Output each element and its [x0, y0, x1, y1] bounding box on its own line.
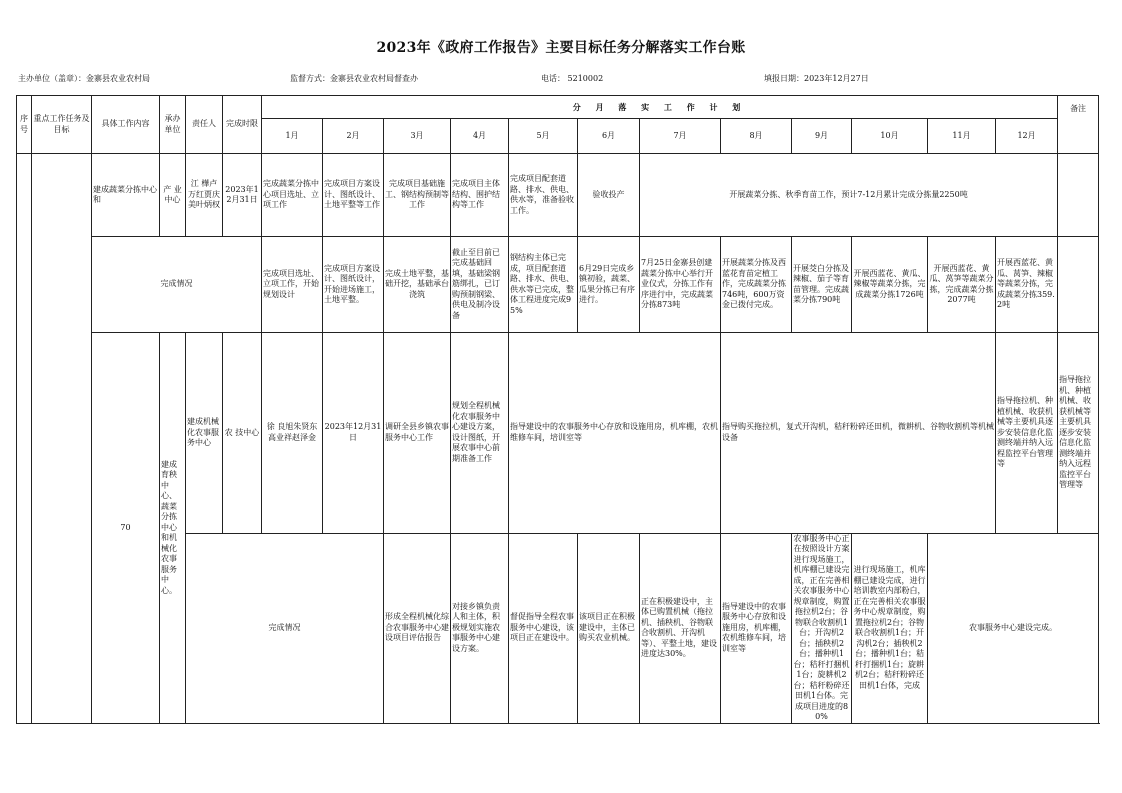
header-month: 7月 — [640, 119, 721, 154]
header-month: 2月 — [323, 119, 384, 154]
row2-content: 建成机械化农事服务中心 — [186, 333, 223, 534]
row2-done-m7: 农事服务中心正在按照设计方案进行现场施工，机库棚已建设完成，正在完善相关农事服务中心规章制度，购置拖拉机2台；谷物联合收割机1台；开沟机2台；插秧机2台；播种机1台；秸秆打捆机1台；旋耕机2台；秸秆粉碎还田机1台体。完成项目进度的80% — [793, 533, 850, 721]
row1-done-m9: 开展茭白分拣及辣椒、茄子等育苗管理。完成蔬菜分拣790吨 — [792, 237, 852, 333]
header-month: 6月 — [578, 119, 640, 154]
row2-done-m2: 对接乡镇负责人和主体，积极规划实施农事服务中心建设方案。 — [451, 533, 509, 723]
row1-person: 江 樺卢万红贾庆美叶炳权 — [186, 154, 223, 237]
row1-done-m2: 完成项目方案设计、图纸设计，开始进场施工，土地平整。 — [323, 237, 384, 333]
row1-done-m11: 开展西蓝花、黄瓜、莴笋等蔬菜分拣，完成蔬菜分拣2077吨 — [928, 237, 996, 333]
header-month: 12月 — [996, 119, 1058, 154]
header-person: 责任人 — [186, 96, 223, 154]
header-deadline: 完成时限 — [223, 96, 262, 154]
header-month: 10月 — [852, 119, 928, 154]
header-task: 重点工作任务及目标 — [32, 96, 92, 154]
row1-plan-m6: 验收投产 — [578, 154, 640, 237]
row1-done-m4: 截止至目前已完成基础回填，基础梁钢筋绑扎，已订购预制钢梁、供电及制冷设备 — [451, 237, 509, 333]
row2-done-m1: 形成全程机械化综合农事服务中心建设项目评估报告 — [384, 533, 451, 723]
row1-done-m8: 开展蔬菜分拣及西蓝花育苗定植工作，完成蔬菜分拣746吨，600万资金已拨付完成。 — [721, 237, 792, 333]
page-title: 2023年《政府工作报告》主要目标任务分解落实工作台账 — [376, 40, 746, 56]
row2-deadline: 2023年12月31日 — [323, 333, 384, 534]
header-month: 5月 — [509, 119, 578, 154]
row1-plan-m3: 完成项目基础施工、钢结构预制等工作 — [384, 154, 451, 237]
header-seq: 序号 — [17, 96, 32, 154]
row1-plan-m5: 完成项目配套道路、排水、供电、供水等，准备验收工作。 — [509, 154, 578, 237]
task-ledger-table — [16, 95, 1099, 724]
row1-done-m1: 完成项目选址、立项工作，开始规划设计 — [262, 237, 323, 333]
supervision-method: 监督方式：金寨县农业农村局督查办 — [290, 74, 418, 83]
header-month: 1月 — [262, 119, 323, 154]
row2-plan-m3-5: 指导建设中的农事服务中心存放和设施用房，机库棚，农机维修车间，培训室等 — [509, 333, 721, 534]
row2-done-m8: 进行现场施工，机库棚已建设完成，进行培训教室内部粉白，正在完善相关农事服务中心规章制度，购置拖拉机2台；谷物联合收割机1台；开沟机2台；插秧机2台；播种机1台；秸秆打捆机1台；旋耕机2台；秸秆粉碎还田机1台体，完成 — [852, 533, 928, 723]
row2-plan-m6-9: 指导购买拖拉机，复式开沟机，秸秆粉碎还田机，微耕机、谷物收割机等机械设备 — [721, 333, 996, 534]
seq-cell-empty — [17, 154, 32, 724]
row2-org: 农 技中心 — [223, 333, 262, 534]
row1-done-m12: 开展西蓝花、黄瓜、莴笋、辣椒等蔬菜分拣，完成蔬菜分拣359.2吨 — [996, 237, 1058, 333]
host-unit: 主办单位（盖章）：金寨县农业农村局 — [18, 74, 150, 83]
row2-plan-m11: 指导拖拉机、种植机械、收获机械等主要机具逐步安装信息化监测终端并纳入远程监控平台管理等 — [1058, 333, 1099, 534]
row2-done-m5: 正在积极建设中，主体已购置机械（拖拉机、插秧机、谷物联合收割机、开沟机等）、平整土地，建设进度达30%。 — [640, 533, 721, 723]
row1-done-m6: 6月29日完成乡镇初验，蔬菜、瓜果分拣已有序进行。 — [578, 237, 640, 333]
phone-number: 电话： 5210002 — [541, 74, 604, 83]
row1-plan-m7-12: 开展蔬菜分拣、秋季育苗工作，预计7-12月累计完成分拣量2250吨 — [640, 154, 1058, 237]
row1-done-label: 完成情况 — [92, 237, 262, 333]
row1-org: 产 业中心 — [160, 154, 186, 237]
row1-done-m3: 完成土地平整，基础开挖，基础承台浇筑 — [384, 237, 451, 333]
row2-done-label: 完成情况 — [186, 533, 384, 723]
row1-done-m10: 开展西蓝花、黄瓜、辣椒等蔬菜分拣，完成蔬菜分拣1726吨 — [852, 237, 928, 333]
header-month: 9月 — [792, 119, 852, 154]
header-month: 8月 — [721, 119, 792, 154]
header-org: 承办单位 — [160, 96, 186, 154]
row1-done-m7: 7月25日金寨县创建蔬菜分拣中心举行开业仪式，分拣工作有序进行中，完成蔬菜分拣873吨 — [640, 237, 721, 333]
header-month: 4月 — [451, 119, 509, 154]
header-monthly-plan: 分 月 落 实 工 作 计 划 — [262, 96, 1058, 119]
row2-done-m3: 督促指导全程农事服务中心建设，该项目正在建设中。 — [509, 533, 578, 723]
row1-deadline: 2023年12月31日 — [223, 154, 262, 237]
row1-done-m5: 钢结构主体已完成，项目配套道路、排水、供电、供水等已完成，整体工程进度完成95% — [509, 237, 578, 333]
header-month: 11月 — [928, 119, 996, 154]
row2-done-m9-12: 农事服务中心建设完成。 — [928, 533, 1099, 723]
report-date: 填报日期：2023年12月27日 — [764, 74, 869, 83]
row1-done-remark — [1058, 237, 1099, 333]
row2-plan-m10: 指导拖拉机、种植机械、收获机械等主要机具逐步安装信息化监测终端并纳入远程监控平台管理等 — [996, 333, 1058, 534]
row2-person: 徐 良旭朱贤东高业祥赵泽金 — [262, 333, 323, 534]
row2-seq: 70 — [92, 333, 160, 724]
row1-plan-m1: 完成蔬菜分拣中心项目选址、立项工作 — [262, 154, 323, 237]
row2-plan-m1: 调研全县乡镇农事服务中心工作 — [384, 333, 451, 534]
header-month: 3月 — [384, 119, 451, 154]
row1-content: 建成蔬菜分拣中心和 — [92, 154, 160, 237]
task-cell-empty — [32, 154, 92, 724]
row1-plan-m4: 完成项目主体结构、围护结构等工作 — [451, 154, 509, 237]
row2-task: 建成育秧中心、蔬菜分拣中心和机械化农事服务中心。 — [160, 333, 186, 724]
row2-done-m4: 该项目正在积极建设中，主体已购买农业机械。 — [578, 533, 640, 723]
row2-plan-m2: 规划全程机械化农事服务中心建设方案，设计图纸，开展农事中心前期准备工作 — [451, 333, 509, 534]
row1-plan-m2: 完成项目方案设计、图纸设计、土地平整等工作 — [323, 154, 384, 237]
header-remark: 备注 — [1058, 96, 1099, 154]
header-content: 具体工作内容 — [92, 96, 160, 154]
row2-done-m6: 指导建设中的农事服务中心存放和设施用房，机库棚，农机维修车间，培训室等 — [721, 533, 792, 723]
row1-remark — [1058, 154, 1099, 237]
